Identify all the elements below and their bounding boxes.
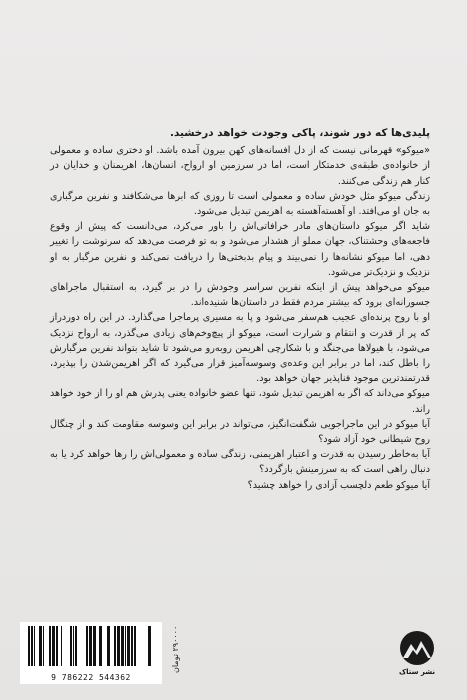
blurb: [50, 126, 430, 493]
barcode-bar: [121, 626, 124, 666]
barcode-bar: [70, 626, 72, 666]
publisher-logo: [397, 630, 437, 682]
barcode-bars: [26, 626, 156, 670]
barcode-bar: [107, 626, 110, 666]
blurb-paragraph-9: آیا میوکو طعم دلچسب آزادی را خواهد چشید؟: [247, 479, 430, 491]
barcode-bar: [93, 626, 96, 666]
isbn-barcode: [20, 622, 162, 684]
barcode-bar: [89, 626, 92, 666]
barcode-number: 9 786222 544362: [51, 673, 131, 682]
barcode-bar: [56, 626, 58, 666]
blurb-paragraph-8: آیا به‌خاطر رسیدن به قدرت و اعتبار اهریمنی، زندگی ساده و معمولی‌اش را رها خواهد کرد یا به دنبال راهی است که به سرزمینش بازگردد؟: [50, 449, 430, 476]
barcode-bar: [131, 626, 133, 666]
blurb-paragraph-4: میوکو می‌خواهد پیش از اینکه نفرین سراسر وجودش را در بر گیرد، به استقبال ماجراهای جسورانه‌ای برود که بیشتر مردم فقط در داستان‌ها شنیده‌اند.: [50, 282, 430, 309]
barcode-bar: [127, 626, 130, 666]
blurb-paragraph-1: «میوکو» قهرمانی نیست که از دل افسانه‌های کهن بیرون آمده باشد. او دختری ساده و معمولی از خانواده‌ی طبقه‌ی خدمتکار است، اما در سرزمین او ارواح، انسان‌ها، اهریمنان و خدایان در کنار هم زندگی می‌کنند.: [50, 145, 430, 187]
barcode-bar: [99, 626, 102, 666]
barcode-bar: [49, 626, 51, 666]
barcode-bar: [61, 626, 62, 666]
blurb-headline: پلیدی‌ها که دور شوند، پاکی وجودت خواهد درخشید.: [170, 127, 430, 139]
price-label: ۲۹۰۰۰۰ تومان: [171, 626, 180, 674]
barcode-bar: [125, 626, 126, 666]
blurb-paragraph-6: میوکو می‌داند که اگر به اهریمن تبدیل شود، تنها عضو خانواده یعنی پدرش هم او را از خود خواهد راند.: [50, 388, 430, 415]
blurb-paragraph-7: آیا میوکو در این ماجراجویی شگفت‌انگیز، می‌تواند در برابر این وسوسه مقاومت کند و از چنگال روح شیطانی خود آزاد شود؟: [50, 418, 430, 446]
mountain-peaks-logo-icon: [397, 630, 437, 666]
barcode-bar: [39, 626, 42, 666]
barcode-bar: [134, 626, 136, 666]
publisher-name: نشر ستاک: [398, 668, 436, 676]
barcode-bar: [43, 626, 44, 666]
blurb-paragraph-5: او با روح پرنده‌ای عجیب هم‌سفر می‌شود و پا به مسیری پرماجرا می‌گذارد. در این راه دوردراز که پر از قدرت و انتقام و شرارت است، میوکو از پیچ‌وخم‌های زیادی می‌گذرد، به ارواح نزدیک می‌شود، با هیولاها می‌جنگد و با شکارچی اهریمن روبه‌رو می‌شود تا شاید بتواند نفرین مرگبارش را باطل کند، اما در برابر این وعده‌ی وسوسه‌آمیز قرار می‌گیرد که اگر اهریمن‌شدن را بپذیرد، قدرتمندترین موجود فناپذیر جهان خواهد بود.: [50, 312, 430, 385]
barcode-bar: [52, 626, 55, 666]
barcode-bar: [34, 626, 35, 666]
barcode-bar: [114, 626, 116, 666]
barcode-bar: [117, 626, 120, 666]
blurb-paragraph-3: شاید اگر میوکو داستان‌های مادر خرافاتی‌اش را باور می‌کرد، می‌دانست که پیش از وقوع فاجعه‌های وحشتناک، جهان مملو از هشدار می‌شود و به تو فرصت می‌دهد که سرنوشت را تغییر دهی، اما میوکو نشانه‌ها را نمی‌بیند و پیام بدبختی‌ها را دریافت نمی‌کند و نفرین مرگبار به او نزدیک و نزدیک‌تر می‌شود.: [50, 221, 430, 278]
barcode-bar: [73, 626, 74, 666]
barcode-bar: [148, 626, 151, 666]
barcode-bar: [31, 626, 33, 666]
barcode-bar: [86, 626, 88, 666]
blurb-paragraph-2: زندگی میوکو مثل خودش ساده و معمولی است تا روزی که ابرها می‌شکافند و نفرین مرگباری به جان او می‌افتد. او آهسته‌آهسته به اهریمن تبدیل می‌شود.: [50, 190, 430, 218]
barcode-bar: [28, 626, 30, 666]
barcode-bar: [75, 626, 77, 666]
